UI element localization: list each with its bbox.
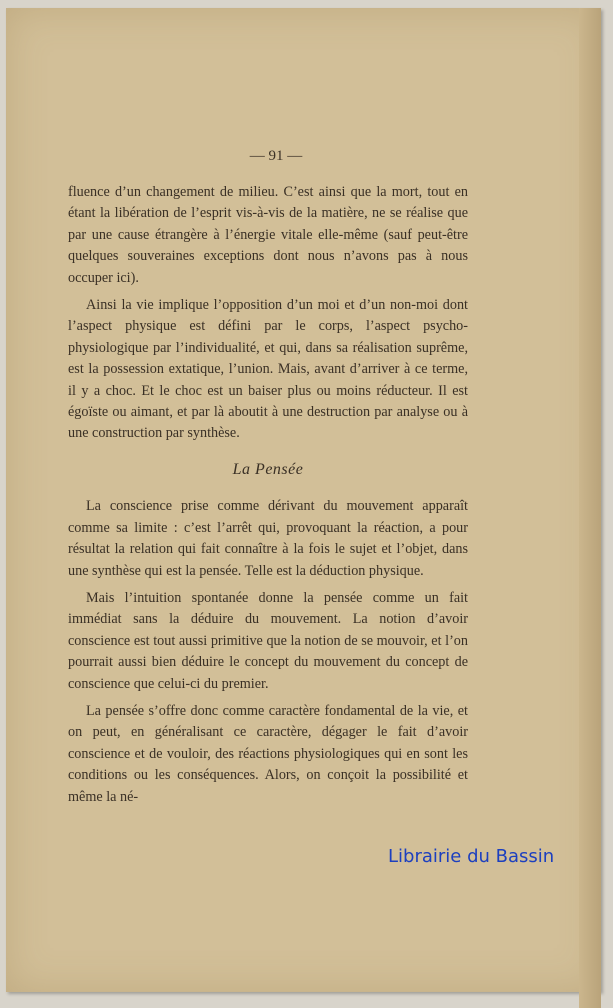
paragraph: Ainsi la vie implique l’opposition d’un moi et d’un non-moi dont l’aspect physique est défini par le corps, l’aspect psycho-physiologique par l’individualité, et qui, dans sa réalisation suprême, est la possession extatique, l’union. Mais, avant d’arriver à ce terme, il y a choc. Et le choc est un baiser plus ou moins réducteur. Il est égoïste ou aimant, et par là aboutit à une destruction par analyse ou à une construction par synthèse. xyxy=(68,297,468,442)
page-edge xyxy=(579,8,601,1008)
paragraph: La conscience prise comme dérivant du mouvement apparaît comme sa limite : c’est l’arrêt qui, provoquant la réaction, a pour résultat la relation qui fait connaître à la fois le sujet et l’objet, dans une synthèse qui est la pensée. Telle est la déduction physique. xyxy=(68,498,468,579)
book-page xyxy=(6,8,601,992)
watermark: Librairie du Bassin xyxy=(388,846,555,867)
page-number: — 91 — xyxy=(249,148,303,164)
section-heading: La Pensée xyxy=(232,460,304,478)
paragraph: Mais l’intuition spontanée donne la pensée comme un fait immédiat sans la déduire du mouvement. La notion d’avoir conscience est tout aussi primitive que la notion de se mouvoir, et l’on pourrait aussi bien déduire le concept du mouvement du concept de conscience que celui-ci du premier. xyxy=(68,589,468,692)
page-text xyxy=(68,182,468,814)
paragraph: La pensée s’offre donc comme caractère fondamental de la vie, et on peut, en généralisant ce caractère, dégager le fait d’avoir conscience et de vouloir, des réactions physiologiques qui en sont les conditions ou les conséquences. Alors, on conçoit la possibilité et même la né- xyxy=(68,702,468,805)
paragraph: fluence d’un changement de milieu. C’est ainsi que la mort, tout en étant la libération de l’esprit vis-à-vis de la matière, ne se réalise que par une cause étrangère à l’énergie vitale elle-même (sauf peut-être quelques souveraines exceptions dont nous n’avons pas à nous occuper ici). xyxy=(68,184,468,286)
